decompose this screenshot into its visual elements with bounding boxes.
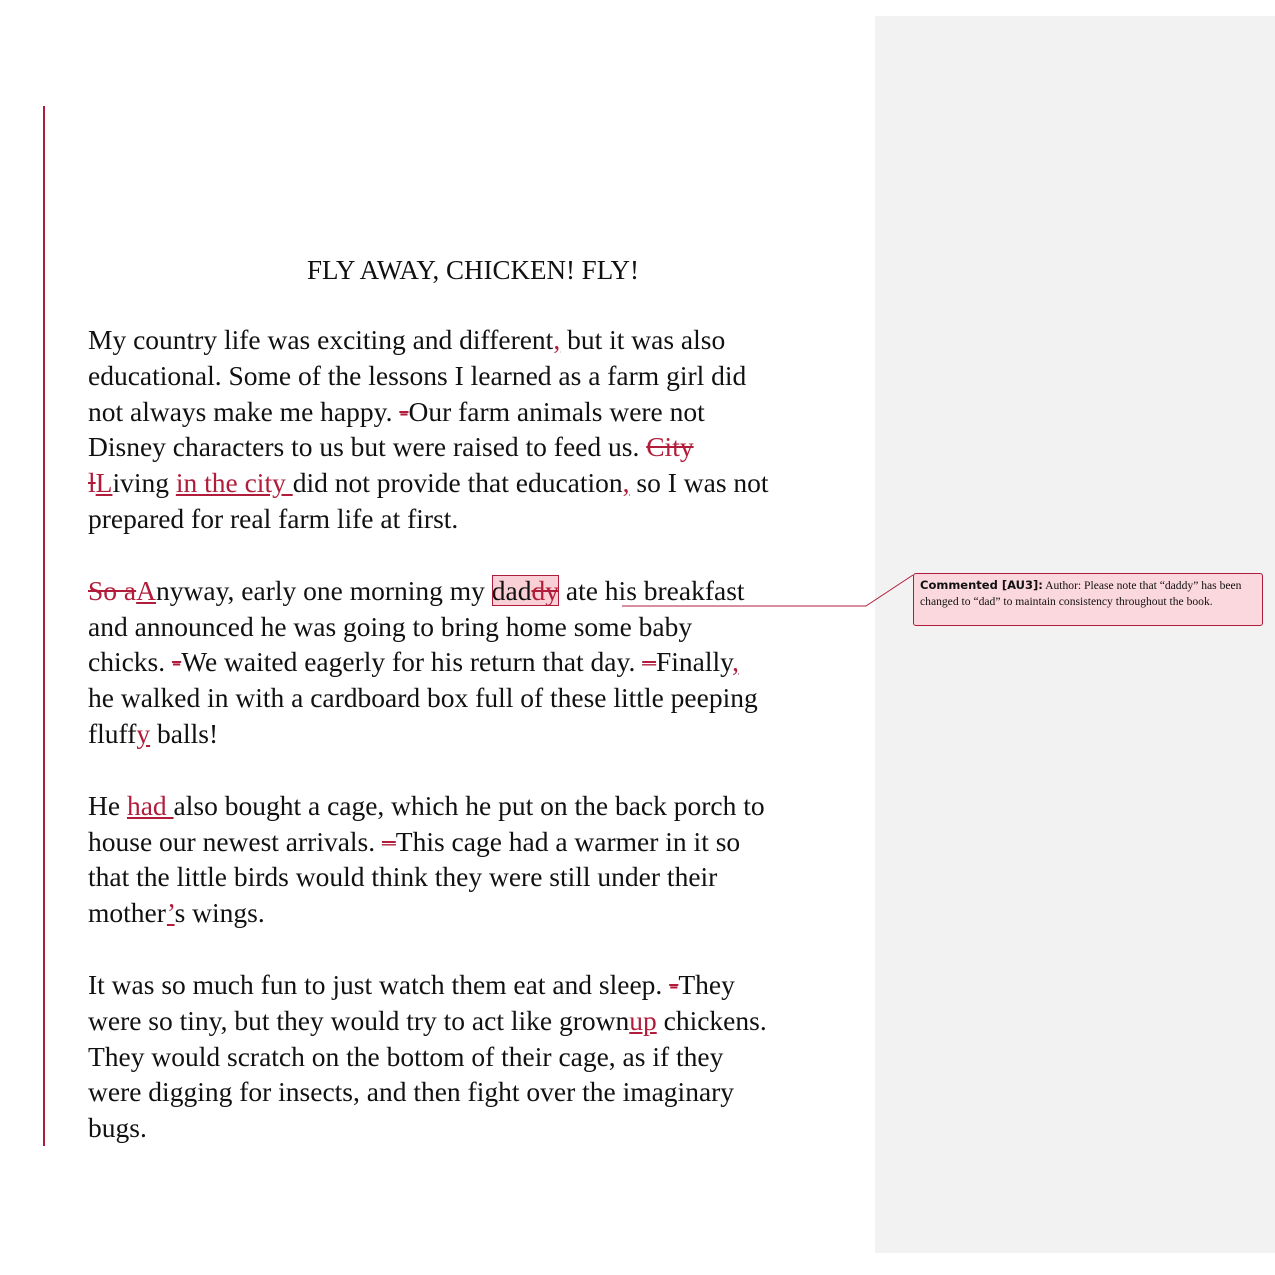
insertion[interactable]: ’ (166, 897, 175, 929)
insertion[interactable]: A (136, 574, 156, 606)
paragraph-3 (88, 788, 878, 931)
line (88, 1003, 878, 1039)
insertion[interactable]: L (95, 467, 113, 499)
line (88, 967, 878, 1003)
text-run: did not provide that education (292, 467, 623, 499)
line: educational. Some of the lessons I learned as a farm girl did (88, 359, 747, 391)
line: he walked in with a cardboard box full of these little peeping (88, 682, 758, 714)
text-run: also bought a cage, which he put on the back porch to (173, 789, 765, 821)
insertion[interactable]: , (732, 646, 739, 678)
page-title: FLY AWAY, CHICKEN! FLY! (307, 255, 639, 285)
deletion[interactable]: - (669, 968, 679, 1000)
text-run: We waited eagerly for his return that day. (181, 646, 643, 678)
comment-text: Author: Please note that “daddy” has been changed to “dad” to maintain consistency throughout the book. (920, 579, 1242, 608)
text-run: s wings. (174, 897, 265, 929)
text-run: nyway, early one morning my (156, 574, 492, 606)
markup-pane (875, 16, 1275, 1253)
text-run: not always make me happy. (88, 395, 400, 427)
text-run: Disney characters to us but were raised to feed us. (88, 431, 647, 463)
paragraph-2 (88, 573, 878, 752)
line: prepared for real farm life at first. (88, 502, 459, 534)
line (88, 429, 878, 465)
insertion[interactable]: , (622, 467, 630, 499)
deletion[interactable]: - (399, 395, 409, 427)
line (88, 644, 878, 680)
line: that the little birds would think they were still under their (88, 861, 718, 893)
line (88, 895, 878, 931)
deletion[interactable]: City (646, 431, 694, 463)
text-run: chicks. (88, 646, 173, 678)
text-run: were so tiny, but they would try to act like grown (88, 1004, 630, 1036)
text-run: My country life was exciting and different (88, 324, 554, 355)
text-run: mother (88, 897, 167, 929)
line: They would scratch on the bottom of their cage, as if they (88, 1040, 724, 1072)
deletion[interactable]: – (382, 825, 396, 857)
line (88, 716, 878, 752)
line (88, 788, 878, 824)
deletion[interactable]: So a (88, 574, 137, 606)
comment-balloon[interactable] (913, 573, 1263, 626)
line (88, 824, 878, 860)
text-run: ate his breakfast (559, 574, 745, 606)
deletion[interactable]: - (172, 646, 182, 678)
text-run: but it was also (560, 324, 726, 355)
insertion[interactable]: up (629, 1004, 657, 1036)
change-bar (43, 106, 45, 1146)
deletion[interactable]: l (88, 467, 96, 499)
deletion[interactable]: dy (531, 574, 559, 606)
document-body[interactable] (88, 322, 878, 1182)
text-run: fluff (88, 717, 137, 749)
text-run: It was so much fun to just watch them eat and sleep. (88, 968, 670, 1000)
text-run: Finally (655, 646, 733, 678)
comment-anchor-highlight[interactable] (492, 575, 559, 606)
text-run: chickens. (656, 1004, 767, 1036)
line: bugs. (88, 1112, 147, 1144)
paragraph-4 (88, 967, 878, 1146)
line (88, 573, 878, 609)
insertion[interactable]: , (553, 324, 561, 355)
text-run: balls! (150, 717, 219, 749)
comment-label: Commented [AU3]: (920, 578, 1043, 592)
text-run: house our newest arrivals. (88, 825, 383, 857)
insertion[interactable]: had (126, 789, 174, 821)
text-run: He (88, 789, 127, 821)
text-run: Our farm animals were not (408, 395, 705, 427)
text-run: dad (491, 574, 532, 606)
insertion[interactable]: in the city (175, 467, 293, 499)
text-run: They (678, 968, 735, 1000)
line: were digging for insects, and then fight over the imaginary (88, 1076, 735, 1108)
text-run: This cage had a warmer in it so (395, 825, 741, 857)
line (88, 322, 878, 358)
text-run: iving (112, 467, 176, 499)
line (88, 394, 878, 430)
paragraph-1 (88, 322, 878, 537)
insertion[interactable]: y (136, 717, 151, 749)
text-run: so I was not (629, 467, 769, 499)
deletion[interactable]: – (642, 646, 656, 678)
line: and announced he was going to bring home some baby (88, 610, 693, 642)
line (88, 465, 878, 501)
